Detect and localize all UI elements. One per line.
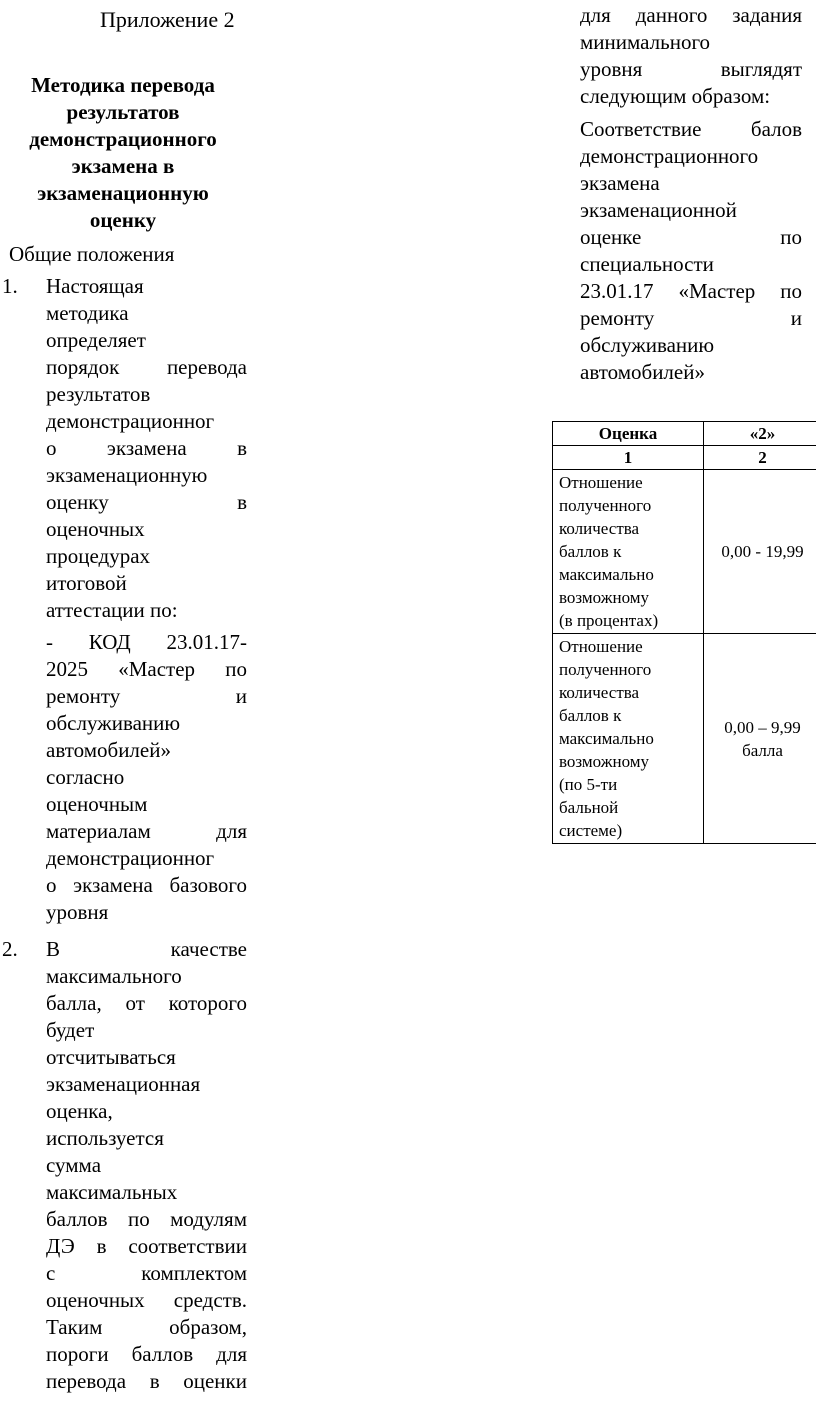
- continuation-paragraph: [580, 2, 802, 110]
- list-item-number: 1.: [2, 274, 18, 298]
- text-line: перевода в оценки: [46, 1369, 247, 1393]
- title-line: Методика перевода: [31, 73, 215, 97]
- text-line: автомобилей»: [46, 738, 171, 762]
- cell-line: Отношение: [559, 473, 643, 492]
- text-line: оценочных: [46, 517, 145, 541]
- text-line: обслуживанию: [580, 333, 715, 357]
- document-title: [0, 72, 246, 234]
- cell-line: 0,00 - 19,99: [721, 542, 804, 561]
- row-value: [704, 470, 816, 634]
- cell-line: количества: [559, 683, 640, 702]
- text-line: демонстрационног: [46, 846, 215, 870]
- title-line: результатов: [66, 100, 180, 124]
- list-item-text: [46, 936, 247, 1395]
- section-heading: Общие положения: [9, 242, 175, 266]
- text-line: автомобилей»: [580, 360, 705, 384]
- text-line: материалам для: [46, 819, 247, 843]
- cell-line: балла: [742, 740, 783, 760]
- cell-line: (в процентах): [559, 611, 659, 630]
- text-line: отсчитываться: [46, 1045, 176, 1069]
- text-line: оценку в: [46, 490, 247, 514]
- appendix-label: Приложение 2: [100, 7, 235, 32]
- text-line: экзамена: [580, 171, 660, 195]
- cell-line: баллов к: [559, 706, 622, 725]
- cell-line: (по 5-ти: [559, 775, 618, 794]
- row-value: [704, 634, 816, 844]
- text-line: 23.01.17 «Мастер по: [580, 279, 802, 303]
- text-line: экзаменационную: [46, 463, 208, 487]
- text-line: пороги баллов для: [46, 1342, 247, 1366]
- header-cell-value: «2»: [704, 422, 816, 446]
- header-cell-grade: Оценка: [553, 422, 704, 446]
- cell-line: бальной: [559, 798, 619, 817]
- text-line: с комплектом: [46, 1261, 247, 1285]
- text-line: определяет: [46, 328, 146, 352]
- table-number-row: [553, 446, 816, 470]
- cell-line: системе): [559, 821, 623, 840]
- text-line: оценочных средств.: [46, 1288, 247, 1312]
- column-number: 2: [704, 446, 816, 470]
- text-line: оценка,: [46, 1099, 113, 1123]
- cell-line: возможному: [559, 588, 649, 607]
- text-line: обслуживанию: [46, 711, 181, 735]
- cell-line: максимально: [559, 565, 654, 584]
- title-line: оценку: [89, 208, 157, 232]
- text-line: процедурах: [46, 544, 151, 568]
- text-line: о экзамена базового: [46, 873, 247, 897]
- text-line: балла, от которого: [46, 991, 247, 1015]
- text-line: уровня выглядят: [580, 57, 802, 81]
- text-line: экзаменационная: [46, 1072, 201, 1096]
- cell-line: максимально: [559, 729, 654, 748]
- row-description: [553, 470, 704, 634]
- cell-line: возможному: [559, 752, 649, 771]
- column-number: 1: [553, 446, 704, 470]
- cell-line: Отношение: [559, 637, 643, 656]
- text-line: экзаменационной: [580, 198, 737, 222]
- text-line: для данного задания: [580, 3, 802, 27]
- text-line: ремонту и: [46, 684, 247, 708]
- list-item-text: [46, 273, 247, 926]
- text-line: следующим образом:: [580, 84, 771, 108]
- text-line: будет: [46, 1018, 95, 1042]
- cell-line: количества: [559, 519, 640, 538]
- text-line: В качестве: [46, 937, 247, 961]
- text-line: о экзамена в: [46, 436, 247, 460]
- cell-line: баллов к: [559, 542, 622, 561]
- text-line: ремонту и: [580, 306, 802, 330]
- text-line: результатов: [46, 382, 151, 406]
- text-line: итоговой: [46, 571, 127, 595]
- text-line: демонстрационног: [46, 409, 215, 433]
- grade-conversion-table: [552, 421, 816, 844]
- text-line: специальности: [580, 252, 714, 276]
- text-line: 2025 «Мастер по: [46, 657, 247, 681]
- text-line: оценке по: [580, 225, 802, 249]
- table-caption: [580, 116, 802, 386]
- row-description: [553, 634, 704, 844]
- text-line: согласно: [46, 765, 125, 789]
- table-row: [553, 634, 816, 844]
- title-line: экзаменационную: [37, 181, 209, 205]
- text-line: минимального: [580, 30, 711, 54]
- text-line: максимального: [46, 964, 182, 988]
- text-line: порядок перевода: [46, 355, 247, 379]
- text-line: уровня: [46, 900, 109, 924]
- cell-line: 0,00 – 9,99: [724, 717, 801, 737]
- text-line: методика: [46, 301, 129, 325]
- text-line: ДЭ в соответствии: [46, 1234, 247, 1258]
- title-line: экзамена в: [71, 154, 175, 178]
- text-line: - КОД 23.01.17-: [46, 630, 247, 654]
- text-line: используется: [46, 1126, 164, 1150]
- table-header-row: [553, 422, 816, 446]
- text-line: Соответствие балов: [580, 117, 802, 141]
- table-row: [553, 470, 816, 634]
- text-line: баллов по модулям: [46, 1207, 247, 1231]
- cell-line: полученного: [559, 660, 652, 679]
- title-line: демонстрационного: [29, 127, 217, 151]
- text-line: аттестации по:: [46, 598, 178, 622]
- list-item-number: 2.: [2, 937, 18, 961]
- text-line: демонстрационного: [580, 144, 759, 168]
- text-line: максимальных: [46, 1180, 178, 1204]
- cell-line: полученного: [559, 496, 652, 515]
- text-line: Настоящая: [46, 274, 144, 298]
- text-line: оценочным: [46, 792, 148, 816]
- text-line: Таким образом,: [46, 1315, 247, 1339]
- text-line: сумма: [46, 1153, 102, 1177]
